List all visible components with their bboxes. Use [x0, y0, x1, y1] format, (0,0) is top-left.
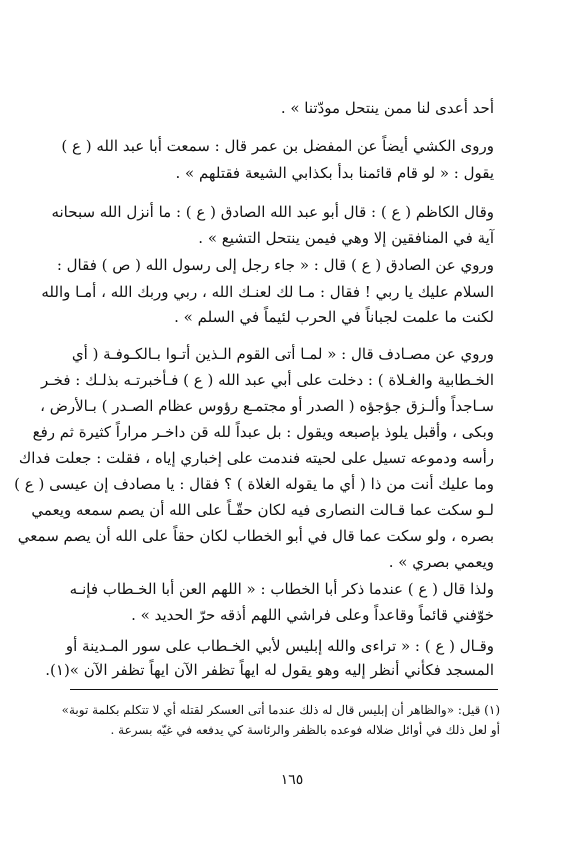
text-line: وروي عن الصادق ( ع ) قال : « جاء رجل إلى رسول الله ( ص ) فقال : [56, 256, 494, 274]
footnote-rule [70, 689, 498, 690]
text-line: وروى الكشي أيضاً عن المفضل بن عمر قال : سمعت أبا عبد الله ( ع ) [61, 137, 494, 155]
text-line: رأسه ودموعه تسيل على لحيته فندمت على إخباري إياه ، فقلت : جعلت فداك [18, 449, 494, 467]
text-line: وبكى ، وأقبل يلوذ بإصبعه ويقول : بل عبداً لله قن داخـر مراراً كثيرة ثم رفع [32, 423, 494, 441]
text-line: الخـطابية والغـلاة ) : دخلت على أبي عبد الله ( ع ) فـأخبرتـه بذلـك : فخـر [41, 371, 494, 389]
text-line: بصره ، ولو سكت عما قال في أبو الخطاب لكان حقاً على الله أن يصم سمعي [17, 527, 494, 545]
text-line: أحد أعدى لنا ممن ينتحل مودّتنا » . [280, 99, 494, 117]
text-line: وقال الكاظم ( ع ) : قال أبو عبد الله الصادق ( ع ) : ما أنزل الله سبحانه [51, 203, 494, 221]
page-number: ١٦٥ [280, 772, 304, 788]
text-line: المسجد فكأني أنظر إليه وهو يقول له ايهاً تظفر الآن ايهاً تظفر الآن »(١). [45, 661, 494, 679]
text-line: يقول : « لو قام قائمنا بدأ بكذابي الشيعة فقتلهم » . [175, 164, 494, 182]
text-line: وروي عن مصـادف قال : « لمـا أتى القوم الـذين أتـوا بـالكـوفـة ( أي [71, 345, 494, 363]
text-line: ويعمي بصري » . [388, 553, 494, 571]
text-line: لـو سكت عما قـالت النصارى فيه لكان حقّـاً على الله أن يصم سمعه ويعمي [31, 501, 494, 519]
footnote-line: (١) قيل: «والظاهر أن إبليس قال له ذلك عندما أتى العسكر لقتله أي لا تتكلم بكلمة توبة» [61, 703, 500, 717]
text-line: لكنت ما علمت لجباناً في الحرب لئيماً في السلم » . [174, 308, 494, 326]
footnote-line: أو لعل ذلك في أوائل ضلاله فوعده بالظفر والرئاسة كي يدفعه في غيّه بسرعة . [110, 723, 500, 737]
text-line: آية في المنافقين إلا وهي فيمن ينتحل التشيع » . [198, 229, 494, 247]
text-line: السلام عليك يا ربي ! فقال : مـا لك لعنـك الله ، ربي وربك الله ، أمـا والله [41, 283, 494, 301]
text-line: ولذا قال ( ع ) عندما ذكر أبا الخطاب : « اللهم العن أبا الخـطاب فإنـه [69, 580, 494, 598]
text-line: خوّفني قائماً وقاعداً وعلى فراشي اللهم أذقه حرّ الحديد » . [131, 606, 494, 624]
text-line: وقـال ( ع ) : « تراءى والله إبليس لأبي الخـطاب على سور المـدينة أو [65, 637, 494, 655]
text-line: وما عليك أنت من ذا ( أي ما يقوله الغلاة ) ؟ فقال : يا مصادف إن عيسى ( ع ) [14, 475, 494, 493]
text-line: سـاجداً وألـزق جؤجؤه ( الصدر أو مجتمـع رؤوس عظام الصـدر ) بـالأرض ، [40, 397, 494, 415]
